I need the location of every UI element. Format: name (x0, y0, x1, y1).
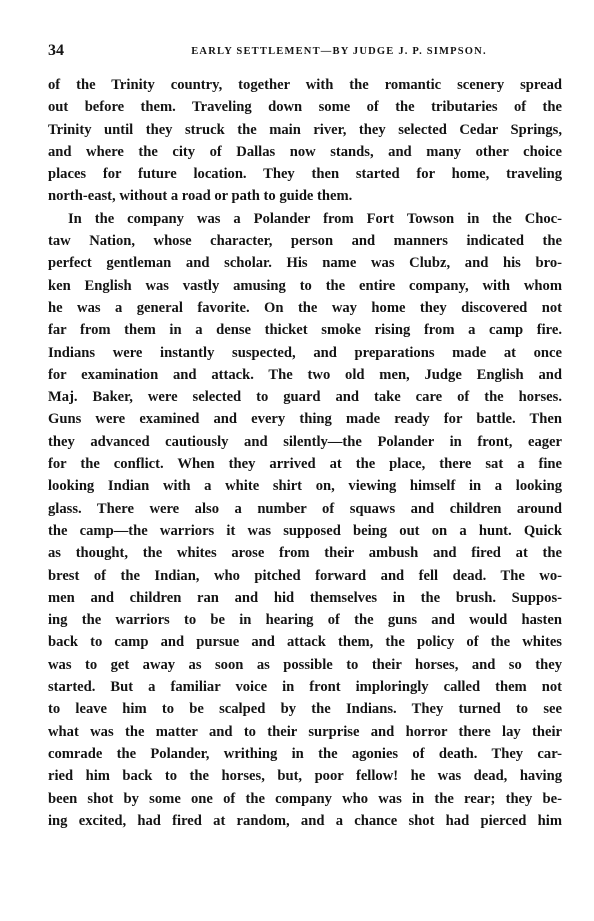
text-line: Guns were examined and every thing made ready for battle. Then (48, 411, 562, 428)
text-line: of the Trinity country, together with the romantic scenery spread (48, 77, 562, 93)
body-text (48, 74, 562, 832)
text-line: started. But a familiar voice in front imploringly called them not (48, 679, 562, 696)
text-line: men and children ran and hid themselves in the brush. Suppos- (48, 589, 562, 606)
text-line: ried him back to the horses, but, poor fellow! he was dead, having (48, 768, 562, 785)
text-line: comrade the Polander, writhing in the agonies of death. They car- (48, 745, 562, 762)
text-line: the camp—the warriors it was supposed being out on a hunt. Quick (48, 522, 562, 539)
text-line: as thought, the whites arose from their ambush and fired at the (48, 545, 562, 562)
text-line: out before them. Traveling down some of the tributaries of the (48, 99, 562, 116)
text-line: looking Indian with a white shirt on, viewing himself in a looking (48, 478, 562, 495)
text-line: north-east, without a road or path to guide them. (48, 188, 353, 205)
text-line: ken English was vastly amusing to the entire company, with whom (48, 277, 562, 294)
text-line: ing excited, had fired at random, and a chance shot had pierced him (48, 812, 562, 829)
text-line: for examination and attack. The two old men, Judge English and (48, 366, 562, 383)
page-header (48, 40, 560, 62)
text-line: far from them in a dense thicket smoke rising from a camp fire. (48, 322, 562, 339)
text-line: taw Nation, whose character, person and manners indicated the (48, 233, 562, 250)
text-line: back to camp and pursue and attack them, the policy of the whites (48, 634, 562, 651)
text-line: been shot by some one of the company who was in the rear; they be- (48, 790, 562, 807)
text-line: they advanced cautiously and silently—the Polander in front, eager (48, 433, 562, 450)
text-line: Indians were instantly suspected, and preparations made at once (48, 344, 562, 361)
text-line: what was the matter and to their surprise and horror there lay their (48, 723, 562, 740)
text-line: and where the city of Dallas now stands, and many other choice (48, 143, 562, 160)
text-line: he was a general favorite. On the way home they discovered not (48, 299, 562, 316)
text-line: was to get away as soon as possible to their horses, and so they (48, 656, 562, 673)
text-line: perfect gentleman and scholar. His name was Clubz, and his bro- (48, 255, 562, 272)
text-line: glass. There were also a number of squaws and children around (48, 500, 562, 517)
text-line: Maj. Baker, were selected to guard and take care of the horses. (48, 389, 562, 406)
running-head: EARLY SETTLEMENT—BY JUDGE J. P. SIMPSON. (191, 46, 487, 57)
text-line: to leave him to be scalped by the Indians. They turned to see (48, 701, 562, 718)
text-line: ing the warriors to be in hearing of the guns and would hasten (48, 612, 562, 629)
text-line: Trinity until they struck the main river, they selected Cedar Springs, (48, 121, 562, 138)
text-line: brest of the Indian, who pitched forward and fell dead. The wo- (48, 567, 562, 584)
text-line: In the company was a Polander from Fort Towson in the Choc- (68, 210, 562, 227)
text-line: for the conflict. When they arrived at the place, there sat a fine (48, 456, 562, 473)
page-number: 34 (48, 42, 64, 59)
text-line: places for future location. They then started for home, traveling (48, 166, 562, 183)
